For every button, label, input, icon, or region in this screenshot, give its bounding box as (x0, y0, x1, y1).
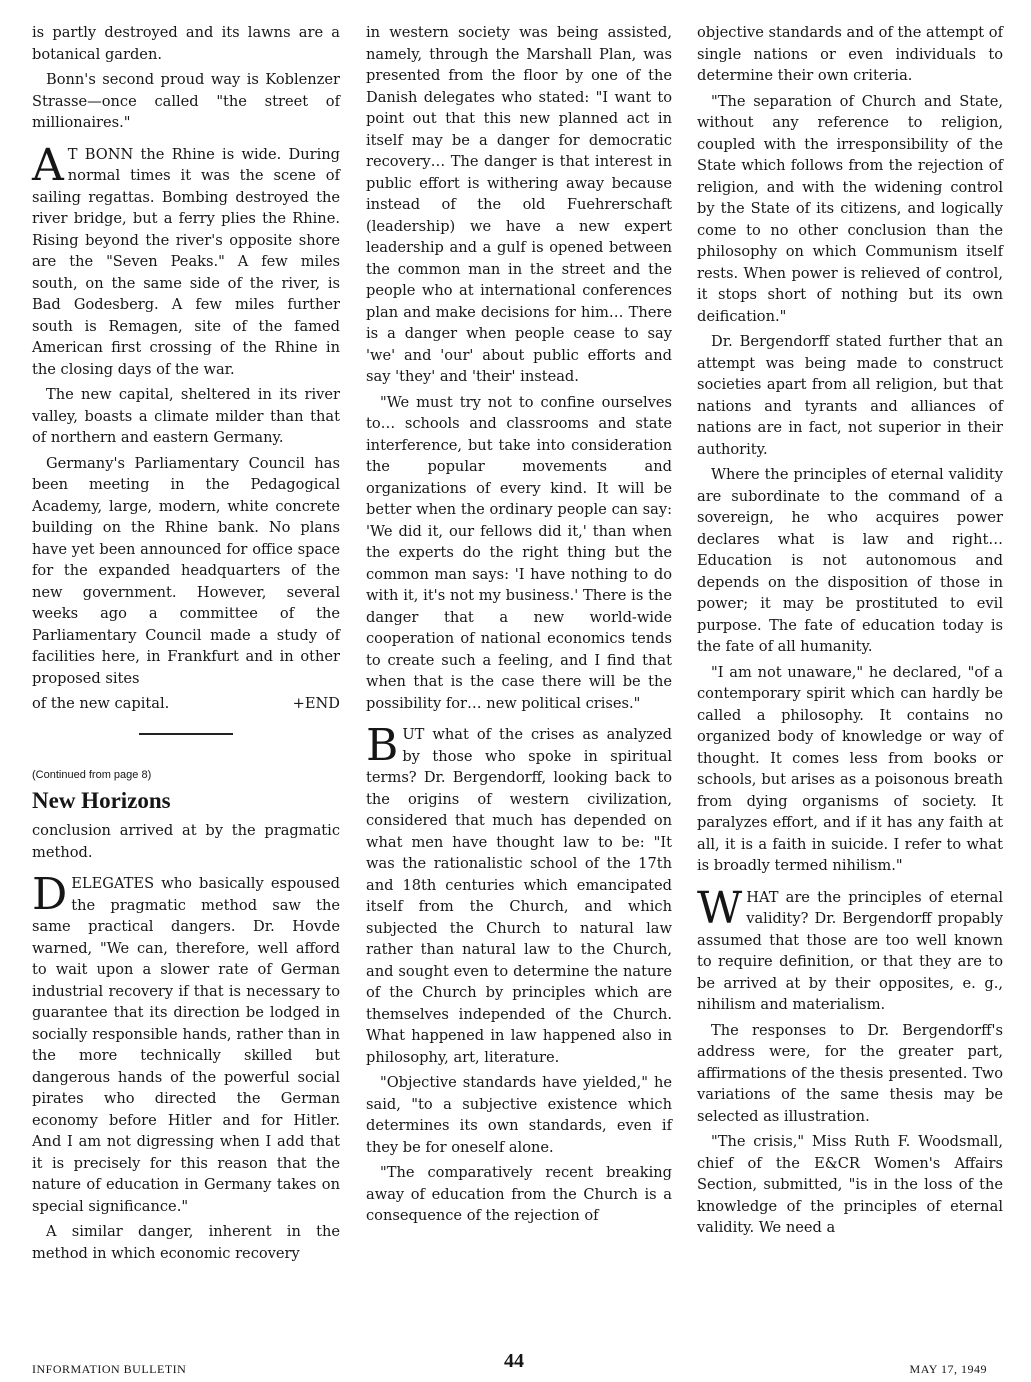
paragraph: "The crisis," Miss Ruth F. Woodsmall, chief of the E&CR Women's Affairs Section, submitted, "is in the loss of the knowledge of the principles of eternal validity. We need a (697, 1133, 1003, 1236)
paragraph: The new capital, sheltered in its river valley, boasts a climate milder than that of northern and eastern Germany. (32, 386, 340, 446)
paragraph-text: T BONN the Rhine is wide. During normal times it was the scene of sailing regattas. Bombing destroyed the river bridge, but a ferry plies the Rhine. Rising beyond the river's opposite shore are the "Seven Peaks." A few miles south, on the same side of the river, is Bad Godesberg. A few miles further south is Remagen, site of the famed American first crossing of the Rhine in the closing days of the war. (32, 145, 340, 378)
paragraph: in western society was being assisted, namely, through the Marshall Plan, was presented from the floor by one of the Danish delegates who stated: "I want to point out that this new planned act in itself may be a danger for democratic recovery… The danger is that interest in public effort is withering away because instead of the old Fuehrerschaft (leadership) we have a new expert leadership and a gulf is opened between the common man in the street and the people who at international conferences plan and make decisions for him… There is a danger when people cease to say 'we' and 'our' about public efforts and say 'they' and 'their' instead. (366, 24, 672, 385)
paragraph: "Objective standards have yielded," he said, "to a subjective existence which determines its own standards, even if they be for oneself alone. (366, 1074, 672, 1156)
paragraph: Bonn's second proud way is Koblenzer Strasse—once called "the street of millionaires." (32, 71, 340, 131)
paragraph: objective standards and of the attempt of single nations or even individuals to determine their own criteria. (697, 24, 1003, 84)
paragraph: conclusion arrived at by the pragmatic method. (32, 822, 340, 861)
paragraph (366, 720, 672, 1068)
paragraph (32, 453, 340, 690)
paragraph-text: HAT are the principles of eternal validity? Dr. Bergendorff propably assumed that those are too well known to require definition, or that they are to be arrived at by their opposites, e. g., nihilism and materialism. (697, 888, 1003, 1013)
paragraph (697, 882, 1003, 1016)
article-headline: New Horizons (32, 788, 171, 813)
continued-note: (Continued from page 8) (32, 768, 152, 781)
text-column-2 (366, 22, 672, 1231)
drop-cap: W (697, 882, 743, 934)
paragraph: A similar danger, inherent in the method in which economic recovery (32, 1223, 340, 1262)
drop-cap: B (366, 720, 399, 771)
paragraph: The responses to Dr. Bergendorff's address were, for the greater part, affirmations of the thesis presented. Two variations of the same thesis may be selected as illustration. (697, 1021, 1003, 1125)
paragraph (32, 139, 340, 381)
paragraph (32, 869, 340, 1217)
paragraph: Dr. Bergendorff stated further that an attempt was being made to construct societies apart from all religion, but that nations and tyrants and alliances of nations are in fact, not superior in their authority. (697, 333, 1003, 458)
paragraph: "The comparatively recent breaking away of education from the Church is a consequence of the rejection of (366, 1164, 672, 1224)
paragraph-text: UT what of the crises as analyzed by those who spoke in spiritual terms? Dr. Bergendorff, looking back to the origins of western civilization, considered that much has depended on what men have thought law to be: "It was the rationalistic school of the 17th and 18th centuries which emancipated itself from the Church, and which subjected the Church to natural law rather than natural law to the Church, and sought even to determine the nature of the Church by principles which are themselves independed of the Church. What happened in law happened also in philosophy, art, literature. (366, 726, 672, 1066)
page-number: 44 (504, 1350, 524, 1372)
article-end-row (32, 693, 340, 715)
text-column-1 (32, 22, 340, 1268)
end-mark: +END (292, 695, 340, 712)
drop-cap: A (32, 139, 64, 191)
paragraph: Where the principles of eternal validity are subordinate to the command of a sovereign, he who acquires power declares what is law and right… Education is not autonomous and depends on the disposition of those in power; it may be prostituted to evil purpose. The fate of education today is the fate of all humanity. (697, 466, 1003, 655)
paragraph: "I am not unaware," he declared, "of a contemporary spirit which can hardly be called a philosophy. It contains no organized body of knowledge or way of thought. It comes less from books or schools, but arises as a poisonous breath from dying organisms of society. It paralyzes effort, and if it has any faith at all, it is a faith in suicide. I refer to what is broadly termed nihilism." (697, 663, 1003, 874)
issue-date: MAY 17, 1949 (909, 1362, 987, 1376)
paragraph: is partly destroyed and its lawns are a botanical garden. (32, 24, 340, 63)
paragraph-text: of the new capital. (32, 695, 170, 712)
paragraph: "The separation of Church and State, without any reference to religion, coupled with the irresponsibility of the State which follows from the rejection of religion, and with the widening control by the State of its citizens, and logically come to no other conclusion than the philosophy on which Communism itself rests. When power is relieved of control, it stops short of nothing but its own deification." (697, 92, 1003, 325)
paragraph-text: ELEGATES who basically espoused the pragmatic method saw the same practical dangers. Dr. Hovde warned, "We can, therefore, well afford to wait upon a slower rate of German industrial recovery if that is necessary to guarantee that its direction be lodged in socially responsible hands, rather than in the more technically skilled but dangerous hands of the powerful social pirates who directed the German economy before Hitler and for Hitler. And I am not digressing when I add that it is precisely for this reason that the nature of education in Germany takes on special significance." (32, 875, 340, 1215)
paragraph-text: Germany's Parliamentary Council has been meeting in the Pedagogical Academy, large, modern, white concrete building on the Rhine bank. No plans have yet been announced for office space for the expanded headquarters of the new government. However, several weeks ago a committee of the Parliamentary Council made a study of facilities here, in Frankfurt and in other proposed sites (32, 454, 340, 687)
publication-name: INFORMATION BULLETIN (32, 1362, 187, 1376)
section-divider (139, 733, 233, 735)
drop-cap: D (32, 869, 68, 920)
page-footer (32, 1350, 987, 1382)
text-column-3 (697, 22, 1003, 1243)
paragraph: "We must try not to confine ourselves to… schools and classrooms and state interference, but take into consideration the popular movements and organizations of every kind. It will be better when the ordinary people can say: 'We did it, our fellows did it,' than when the experts do the right thing but the common man says: 'I have nothing to do with it, it's not my business.' There is the danger that a new world-wide cooperation of national economics tends to create such a feeling, and I find that when that is the case there will be the possibility for… new political crises." (366, 393, 672, 712)
